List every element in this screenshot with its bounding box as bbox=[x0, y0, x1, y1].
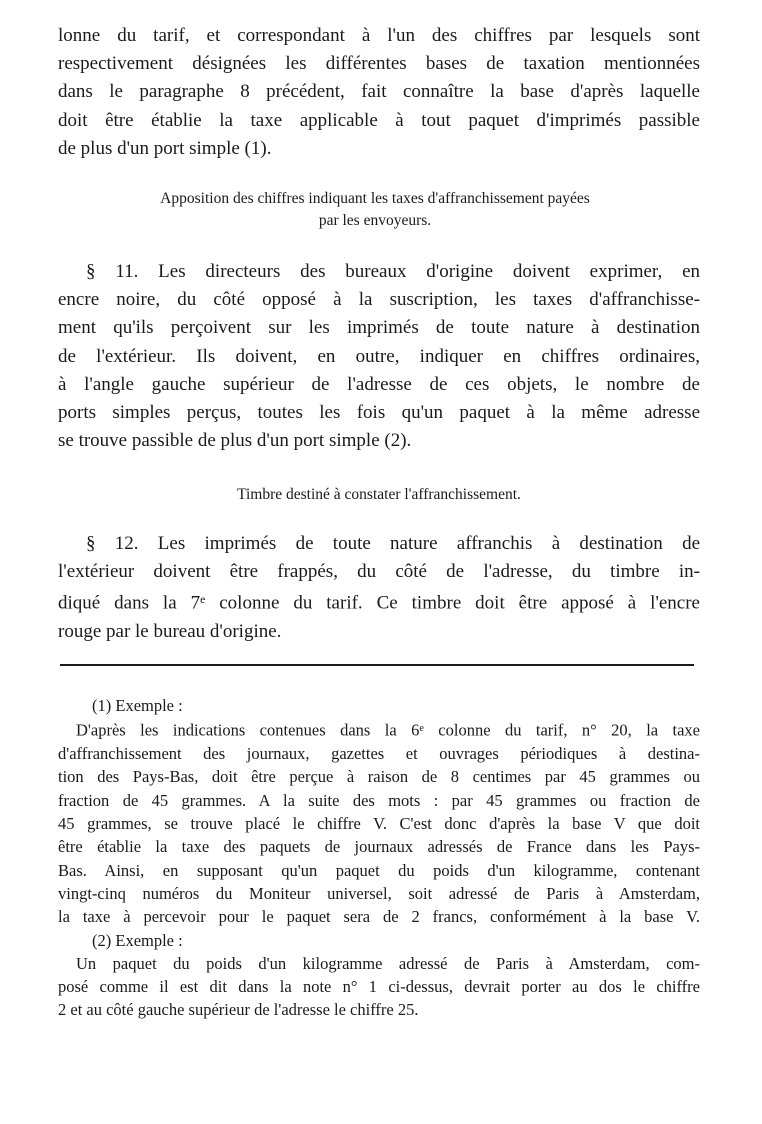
text-fragment: colonne du tarif, n° 20, la taxe bbox=[423, 720, 700, 740]
paragraph-11 bbox=[58, 258, 700, 455]
text-line: 45 grammes, se trouve placé le chiffre V. C'est donc d'après la base V que doit bbox=[58, 814, 700, 834]
text-line: vingt-cinq numéros du Moniteur universel, soit adressé de Paris à Amsterdam, bbox=[58, 883, 700, 903]
text-fragment: colonne du tarif. Ce timbre doit être apposé à l'encre bbox=[205, 592, 700, 614]
text-fragment: D'après les indications contenues dans la 6 bbox=[76, 720, 420, 740]
text-line: 2 et au côté gauche supérieur de l'adresse le chiffre 25. bbox=[58, 1000, 419, 1020]
text-line: l'extérieur doivent être frappés, du côté de l'adresse, du timbre in- bbox=[58, 561, 700, 583]
text-line bbox=[58, 717, 700, 742]
text-line: § 12. Les imprimés de toute nature affranchis à destination de bbox=[86, 533, 700, 554]
paragraph-continued bbox=[58, 22, 700, 163]
text-line: dans le paragraphe 8 précédent, fait connaître la base d'après laquelle bbox=[58, 81, 700, 103]
text-fragment: diqué dans la 7 bbox=[58, 592, 201, 614]
footnote-separator-rule bbox=[60, 664, 694, 666]
text-line: se trouve passible de plus d'un port simple (2). bbox=[58, 430, 412, 452]
section-heading-apposition bbox=[86, 188, 664, 232]
text-line: fraction de 45 grammes. A la suite des mots : par 45 grammes ou fraction de bbox=[58, 790, 700, 810]
footnote-1-title: (1) Exemple : bbox=[92, 696, 183, 715]
heading-line: par les envoyeurs. bbox=[318, 212, 432, 229]
text-line: rouge par le bureau d'origine. bbox=[58, 620, 282, 642]
text-line: doit être établie la taxe applicable à tout paquet d'imprimés passible bbox=[58, 109, 700, 131]
text-line bbox=[58, 586, 700, 618]
text-line: § 11. Les directeurs des bureaux d'origine doivent exprimer, en bbox=[86, 261, 700, 282]
footnote-2-title: (2) Exemple : bbox=[92, 930, 183, 950]
text-line: de l'extérieur. Ils doivent, en outre, indiquer en chiffres ordinaires, bbox=[58, 345, 700, 367]
text-line: Un paquet du poids d'un kilogramme adressé de Paris à Amsterdam, com- bbox=[76, 953, 700, 973]
text-line: de plus d'un port simple (1). bbox=[58, 137, 272, 159]
text-line: ports simples perçus, toutes les fois qu'un paquet à la même adresse bbox=[58, 402, 700, 424]
text-line: ment qu'ils perçoivent sur les imprimés de toute nature à destination bbox=[58, 317, 700, 339]
text-line: à l'angle gauche supérieur de l'adresse de ces objets, le nombre de bbox=[58, 373, 700, 395]
text-line: d'affranchissement des journaux, gazettes et ouvrages périodiques à destina- bbox=[58, 744, 700, 764]
text-line: posé comme il est dit dans la note n° 1 ci-dessus, devrait porter au dos le chiffre bbox=[58, 977, 700, 997]
footnotes bbox=[58, 694, 700, 1022]
text-line: Bas. Ainsi, en supposant qu'un paquet du poids d'un kilogramme, contenant bbox=[58, 860, 700, 880]
text-line: tion des Pays-Bas, doit être perçue à raison de 8 centimes par 45 grammes ou bbox=[58, 767, 700, 787]
text-line: respectivement désignées les différentes bases de taxation mentionnées bbox=[58, 53, 700, 75]
text-line: la taxe à percevoir pour le paquet sera de 2 francs, conformément à la base V. bbox=[58, 907, 700, 927]
superscript: e bbox=[200, 593, 206, 607]
heading-line: Apposition des chiffres indiquant les taxes d'affranchissement payées bbox=[160, 190, 590, 207]
section-heading-timbre bbox=[58, 484, 700, 506]
superscript: e bbox=[419, 723, 424, 735]
paragraph-12 bbox=[58, 530, 700, 646]
text-line: encre noire, du côté opposé à la suscription, les taxes d'affranchisse- bbox=[58, 289, 700, 311]
text-line: être établie la taxe des paquets de journaux adressés de France dans les Pays- bbox=[58, 837, 700, 857]
heading-line: Timbre destiné à constater l'affranchissement. bbox=[237, 486, 521, 503]
text-line: lonne du tarif, et correspondant à l'un des chiffres par lesquels sont bbox=[58, 25, 700, 46]
